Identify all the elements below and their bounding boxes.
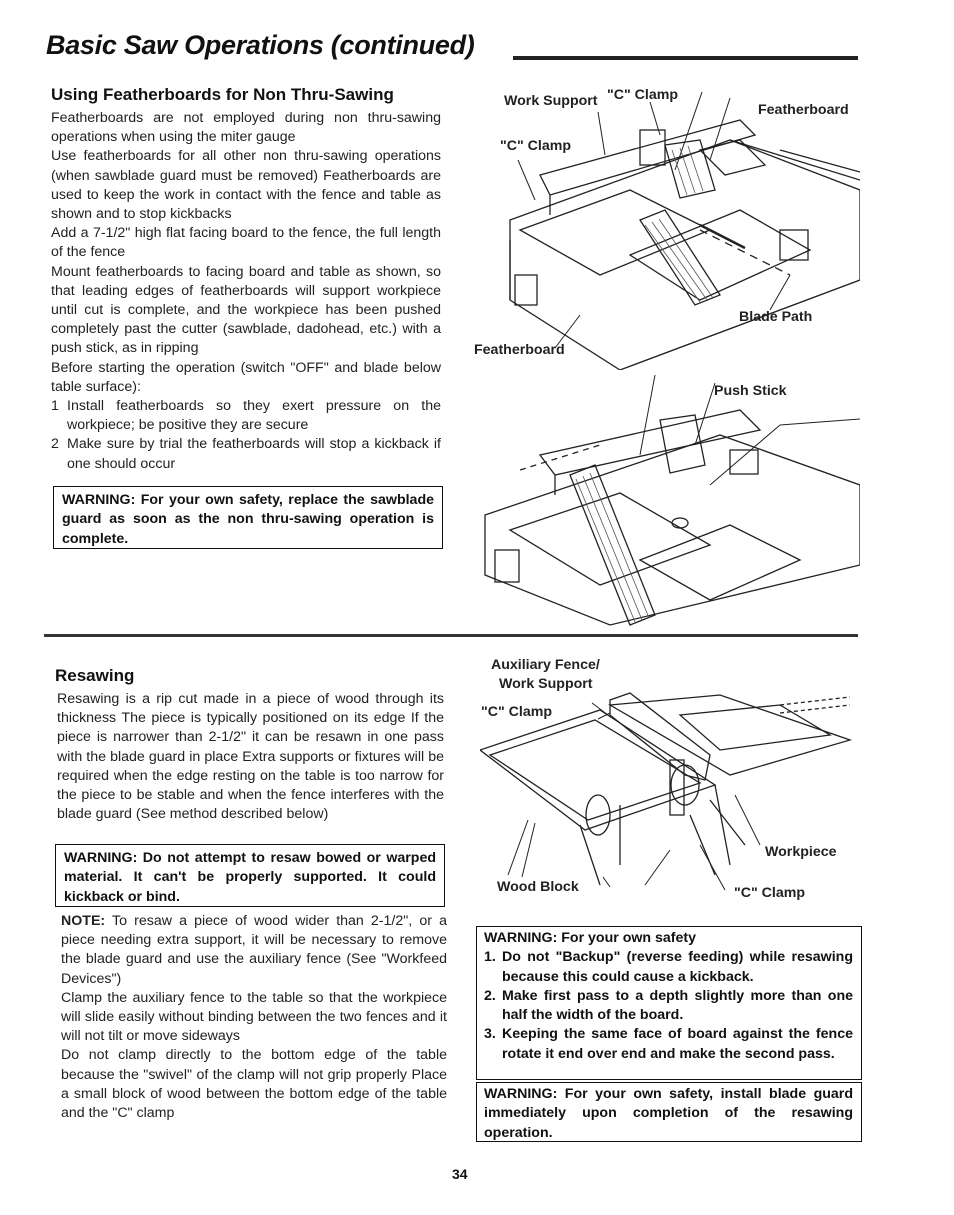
push-stick-illustration	[480, 375, 860, 630]
label-c-clamp-bottom: "C" Clamp	[734, 885, 805, 901]
resawing-heading: Resawing	[55, 666, 135, 685]
step-number: 1	[51, 398, 59, 415]
resawing-figure	[480, 655, 860, 905]
safety-title: WARNING: For your own safety	[484, 930, 697, 946]
step-text: Install featherboards so they exert pressure on the workpiece; be positive they are secure	[67, 398, 441, 434]
label-push-stick: Push Stick	[714, 383, 787, 399]
safety-number: 3.	[484, 1026, 496, 1043]
note-text: To resaw a piece of wood wider than 2-1/2", or a piece needing extra support, it will be necessary to remove the blade guard and use the auxiliary fence (See "Workfeed Devices")	[61, 913, 448, 987]
featherboards-steps	[51, 397, 441, 474]
featherboards-paragraph: Mount featherboards to facing board and table as shown, so that leading edges of featherboards will support workpiece until cut is complete, and the workpiece has been pushed completely past the cutter (sawblade, dadohead, etc.) with a push stick, as in ripping	[51, 263, 441, 357]
resawing-body	[61, 912, 447, 1123]
featherboards-paragraph: Use featherboards for all other non thru-sawing operations (when sawblade guard must be removed) Featherboards are used to keep the work in contact with the fence and table as shown and to stop kickbacks	[51, 148, 441, 223]
resawing-safety-box	[476, 926, 862, 1080]
label-wood-block: Wood Block	[497, 879, 579, 895]
resawing-paragraph: Clamp the auxiliary fence to the table so that the workpiece will slide easily without binding between the two fences and it will not tilt or move sideways	[61, 989, 447, 1045]
safety-number: 1.	[484, 949, 496, 966]
step-item	[51, 435, 441, 473]
featherboards-paragraph: Featherboards are not employed during non thru-sawing operations when using the miter gauge	[51, 110, 441, 146]
step-text: Make sure by trial the featherboards will stop a kickback if one should occur	[67, 436, 441, 472]
featherboards-body	[51, 109, 441, 474]
step-number: 2	[51, 436, 59, 453]
label-featherboard-right: Featherboard	[758, 102, 849, 118]
note-label: NOTE:	[61, 913, 106, 929]
label-c-clamp-top: "C" Clamp	[607, 87, 678, 103]
featherboards-paragraph: Before starting the operation (switch "OFF" and blade below table surface):	[51, 359, 441, 395]
label-c-clamp-bottom-top: "C" Clamp	[481, 704, 552, 720]
featherboard-figure	[474, 80, 860, 370]
label-featherboard-left: Featherboard	[474, 342, 565, 358]
resawing-note	[61, 912, 447, 989]
page-title: Basic Saw Operations (continued)	[46, 30, 475, 60]
label-blade-path: Blade Path	[739, 309, 813, 325]
push-stick-figure	[480, 375, 860, 630]
featherboard-illustration	[480, 80, 860, 370]
resawing-paragraph: Do not clamp directly to the bottom edge of the table because the "swivel" of the clamp will not grip properly Place a small block of wood between the bottom edge of the table and the "C" clamp	[61, 1047, 447, 1122]
safety-text: Keeping the same face of board against the fence rotate it end over end and make the second pass.	[502, 1026, 853, 1062]
safety-item	[484, 948, 853, 987]
label-aux-fence: Auxiliary Fence/	[491, 657, 600, 673]
section-divider	[44, 634, 858, 637]
safety-item	[484, 1025, 853, 1064]
label-work-support: Work Support	[504, 93, 598, 109]
safety-item	[484, 987, 853, 1026]
title-rule	[513, 56, 858, 60]
featherboards-heading: Using Featherboards for Non Thru-Sawing	[51, 85, 394, 104]
safety-text: Do not "Backup" (reverse feeding) while resawing because this could cause a kickback.	[502, 949, 853, 985]
safety-number: 2.	[484, 987, 496, 1004]
featherboards-warning: WARNING: For your own safety, replace the sawblade guard as soon as the non thru-sawing operation is complete.	[53, 486, 443, 549]
safety-text: Make first pass to a depth slightly more than one half the width of the board.	[502, 987, 853, 1024]
page-number: 34	[452, 1166, 468, 1182]
label-work-support-bottom: Work Support	[499, 676, 593, 692]
label-workpiece: Workpiece	[765, 844, 837, 860]
resawing-warning: WARNING: Do not attempt to resaw bowed or warped material. It can't be properly supported. It could kickback or bind.	[55, 844, 445, 907]
resawing-paragraph: Resawing is a rip cut made in a piece of wood through its thickness The piece is typically positioned on its edge If the piece is narrower than 2-1/2" it can be resawn in one pass with the blade guard in place Extra supports or fixtures will be required when the edge resting on the table is too narrow for the piece to be stable and when the fence interferes with the blade guard (See method described below)	[57, 691, 444, 823]
final-warning: WARNING: For your own safety, install blade guard immediately upon completion of the resawing operation.	[476, 1082, 862, 1142]
label-c-clamp-left: "C" Clamp	[500, 138, 571, 154]
resawing-intro	[57, 690, 444, 824]
step-item	[51, 397, 441, 435]
featherboards-paragraph: Add a 7-1/2" high flat facing board to the fence, the full length of the fence	[51, 225, 441, 261]
safety-list	[484, 948, 853, 1064]
